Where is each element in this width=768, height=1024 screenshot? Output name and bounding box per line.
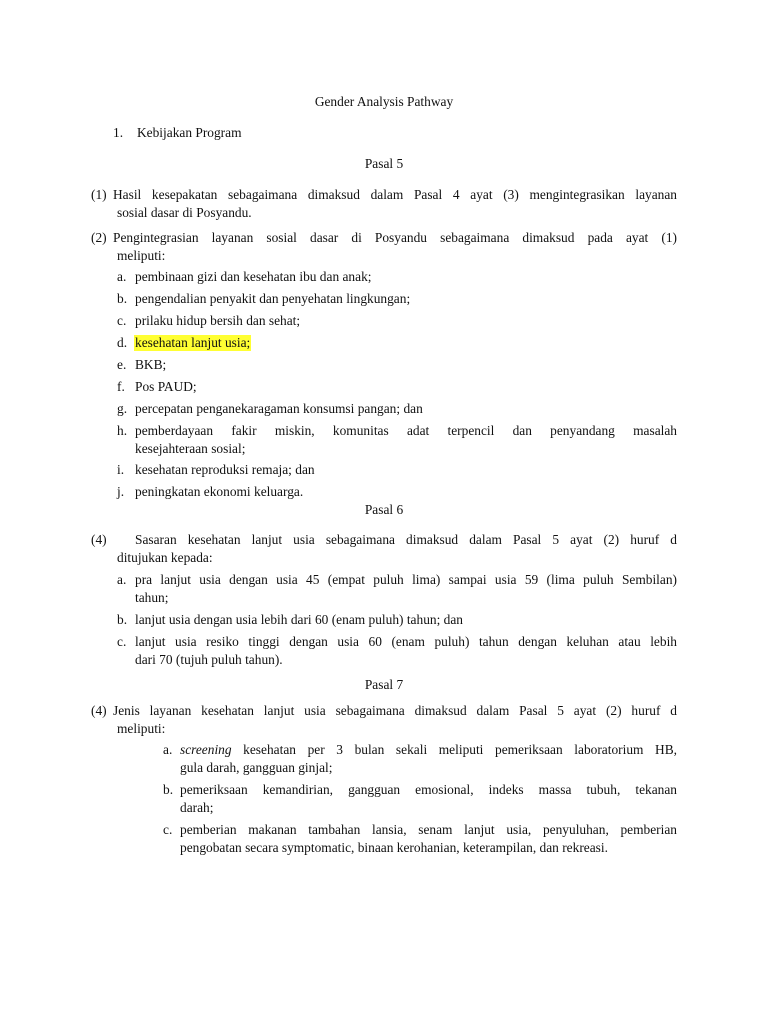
list-item-continuation: pengobatan secara symptomatic, binaan kerohanian, keterampilan, dan rekreasi. — [180, 840, 608, 855]
list-item: pengendalian penyakit dan penyehatan lingkungan; — [135, 291, 411, 306]
pasal-6-heading: Pasal 6 — [364, 502, 404, 517]
list-item-text: kesehatan per 3 bulan sekali meliputi pemeriksaan laboratorium HB, — [231, 742, 677, 757]
list-letter: b. — [117, 291, 128, 306]
section-label: Kebijakan Program — [137, 125, 242, 140]
list-letter: b. — [163, 782, 174, 797]
list-letter: f. — [117, 379, 125, 394]
list-letter: c. — [117, 313, 127, 328]
list-item-continuation: kesejahteraan sosial; — [135, 441, 246, 456]
list-letter: a. — [117, 572, 127, 587]
list-item-continuation: dari 70 (tujuh puluh tahun). — [135, 652, 283, 667]
section-number: 1. — [113, 125, 124, 140]
list-item-continuation: darah; — [180, 800, 214, 815]
list-item-continuation: tahun; — [135, 590, 169, 605]
ayat-line: Jenis layanan kesehatan lanjut usia sebagaimana dimaksud dalam Pasal 5 ayat (2) huruf d — [113, 703, 677, 718]
list-item: pemeriksaan kemandirian, gangguan emosional, indeks massa tubuh, tekanan — [180, 782, 677, 797]
ayat-1-number: (1) — [91, 187, 107, 202]
list-letter: a. — [163, 742, 173, 757]
ayat-2-line: Pengintegrasian layanan sosial dasar di Posyandu sebagaimana dimaksud pada ayat (1) — [113, 230, 677, 245]
list-letter: c. — [163, 822, 173, 837]
ayat-1-line: sosial dasar di Posyandu. — [117, 205, 252, 220]
list-item: pembinaan gizi dan kesehatan ibu dan anak; — [135, 269, 372, 284]
ayat-line: ditujukan kepada: — [117, 550, 213, 565]
list-letter: h. — [117, 423, 128, 438]
list-item: percepatan penganekaragaman konsumsi pangan; dan — [135, 401, 423, 416]
list-item: BKB; — [135, 357, 167, 372]
ayat-number: (4) — [91, 532, 107, 547]
list-letter: i. — [117, 462, 125, 477]
list-letter: j. — [117, 484, 125, 499]
list-item: lanjut usia dengan usia lebih dari 60 (enam puluh) tahun; dan — [135, 612, 463, 627]
document-title: Gender Analysis Pathway — [314, 94, 454, 109]
ayat-number: (4) — [91, 703, 107, 718]
list-item — [180, 742, 677, 758]
pasal-7-heading: Pasal 7 — [364, 677, 404, 692]
list-item: pemberdayaan fakir miskin, komunitas adat terpencil dan penyandang masalah — [135, 423, 677, 438]
ayat-line: Sasaran kesehatan lanjut usia sebagaimana dimaksud dalam Pasal 5 ayat (2) huruf d — [135, 532, 677, 547]
list-letter: c. — [117, 634, 127, 649]
list-letter: d. — [117, 335, 128, 350]
list-item: pra lanjut usia dengan usia 45 (empat puluh lima) sampai usia 59 (lima puluh Sembilan) — [135, 572, 677, 587]
list-item: lanjut usia resiko tinggi dengan usia 60 (enam puluh) tahun dengan keluhan atau lebih — [135, 634, 677, 649]
list-item: prilaku hidup bersih dan sehat; — [135, 313, 301, 328]
list-item: Pos PAUD; — [135, 379, 197, 394]
ayat-line: meliputi: — [117, 721, 166, 736]
highlighted-list-item: kesehatan lanjut usia; — [135, 335, 251, 350]
ayat-1-line: Hasil kesepakatan sebagaimana dimaksud dalam Pasal 4 ayat (3) mengintegrasikan layanan — [113, 187, 677, 202]
list-item: kesehatan reproduksi remaja; dan — [135, 462, 315, 477]
list-item-continuation: gula darah, gangguan ginjal; — [180, 760, 333, 775]
pasal-5-heading: Pasal 5 — [364, 156, 404, 171]
list-item: pemberian makanan tambahan lansia, senam lanjut usia, penyuluhan, pemberian — [180, 822, 677, 837]
list-item: peningkatan ekonomi keluarga. — [135, 484, 304, 499]
ayat-2-line: meliputi: — [117, 248, 166, 263]
list-letter: g. — [117, 401, 128, 416]
italic-term: screening — [180, 742, 232, 757]
list-letter: a. — [117, 269, 127, 284]
ayat-2-number: (2) — [91, 230, 107, 245]
list-letter: e. — [117, 357, 127, 372]
list-letter: b. — [117, 612, 128, 627]
